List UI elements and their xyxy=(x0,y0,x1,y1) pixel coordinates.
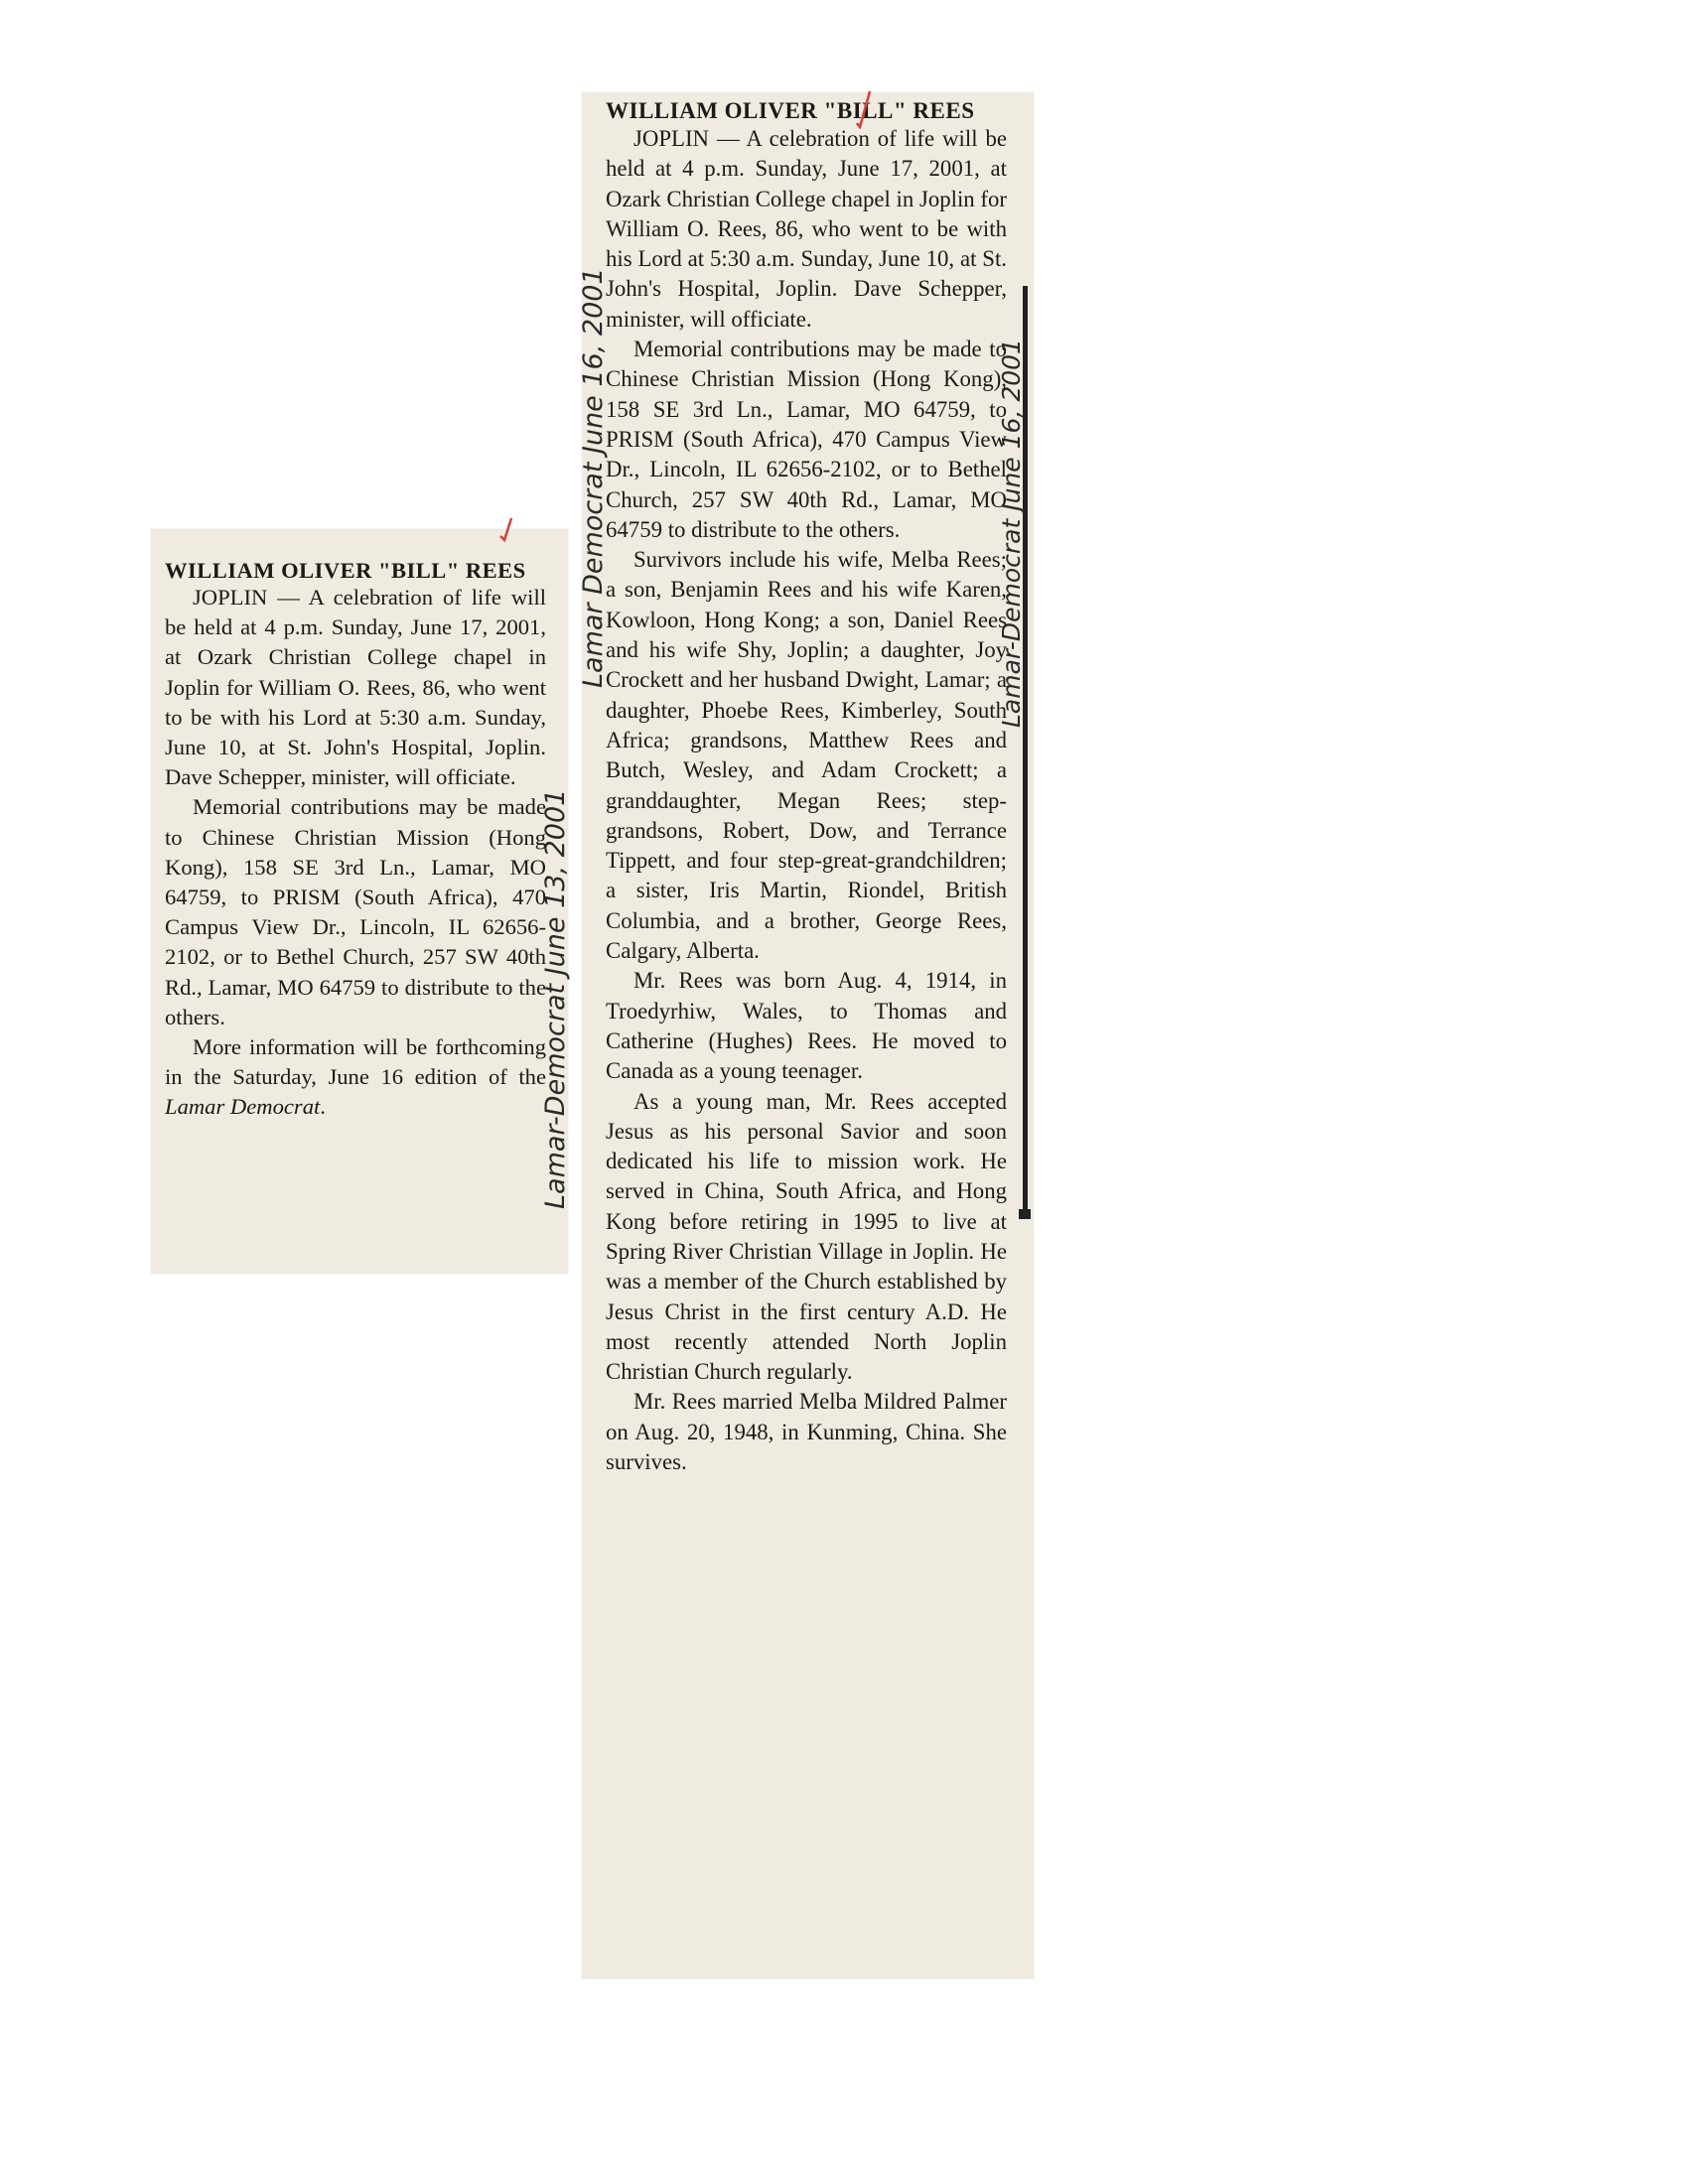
paragraph-service: JOPLIN — A celebration of life will be held at 4 p.m. Sunday, June 17, 2001, at Ozark Christian College chapel in Joplin for William O. Rees, 86, who went to be with his Lord at 5:30 a.m. Sunday, June 10, at St. John's Hospital, Joplin. Dave Schepper, minister, will officiate. xyxy=(165,585,546,790)
handwritten-note-right: Lamar-Democrat June 16, 2001 xyxy=(997,339,1026,728)
obituary-title: WILLIAM OLIVER "BILL" REES xyxy=(165,558,526,583)
paragraph-birth: Mr. Rees was born Aug. 4, 1914, in Troedyrhiw, Wales, to Thomas and Catherine (Hughes) Rees. He moved to Canada as a young teenager. xyxy=(606,968,1007,1084)
clipping-body xyxy=(165,559,546,1123)
more-info-end: . xyxy=(320,1094,326,1120)
paragraph-survivors: Survivors include his wife, Melba Rees; a son, Benjamin Rees and his wife Karen, Kowloon, Hong Kong; a son, Daniel Rees and his wife Shy, Joplin; a daughter, Joy Crockett and her husband Dwight, Lamar; a daughter, Phoebe Rees, Kimberley, South Africa; grandsons, Matthew Rees and Butch, Wesley, and Adam Crockett; a granddaughter, Megan Rees; step-grandsons, Robert, Dow, and Terrance Tippett, and four step-great-grandchildren; a sister, Iris Martin, Riondel, British Columbia, and a brother, George Rees, Calgary, Alberta. xyxy=(606,547,1007,964)
paragraph-marriage: Mr. Rees married Melba Mildred Palmer on Aug. 20, 1948, in Kunming, China. She survives. xyxy=(606,1389,1007,1475)
obituary-clipping-full xyxy=(578,92,1034,1979)
check-mark-icon xyxy=(854,89,874,129)
obituary-title: WILLIAM OLIVER "BILL" REES xyxy=(606,98,975,123)
newspaper-name: Lamar Democrat xyxy=(165,1094,321,1120)
clipping-body xyxy=(606,98,1007,1477)
handwritten-note-left: Lamar Democrat June 16, 2001 xyxy=(578,267,609,688)
paragraph-service: JOPLIN — A celebration of life will be held at 4 p.m. Sunday, June 17, 2001, at Ozark Christian College chapel in Joplin for William O. Rees, 86, who went to be with his Lord at 5:30 a.m. Sunday, June 10, at St. John's Hospital, Joplin. Dave Schepper, minister, will officiate. xyxy=(606,126,1007,332)
column-end-mark xyxy=(1019,1209,1031,1219)
handwritten-note: Lamar-Democrat June 13, 2001 xyxy=(540,788,571,1209)
paragraph-memorials: Memorial contributions may be made to Chinese Christian Mission (Hong Kong), 158 SE 3rd Ln., Lamar, MO 64759, to PRISM (South Africa), 470 Campus View Dr., Lincoln, IL 62656-2102, or to Bethel Church, 257 SW 40th Rd., Lamar, MO 64759 to distribute to the others. xyxy=(606,337,1007,542)
paragraph-more-info xyxy=(165,1032,546,1123)
paragraph-mission: As a young man, Mr. Rees accepted Jesus as his personal Savior and soon dedicated his life to mission work. He served in China, South Africa, and Hong Kong before retiring in 1995 to live at Spring River Christian Village in Joplin. He was a member of the Church established by Jesus Christ in the first century A.D. He most recently attended North Joplin Christian Church regularly. xyxy=(606,1088,1007,1385)
obituary-clipping-short xyxy=(151,529,571,1274)
check-mark-icon xyxy=(496,516,516,542)
more-info-text: More information will be forthcoming in the Saturday, June 16 edition of the xyxy=(165,1034,546,1090)
paragraph-memorials: Memorial contributions may be made to Chinese Christian Mission (Hong Kong), 158 SE 3rd Ln., Lamar, MO 64759, to PRISM (South Africa), 470 Campus View Dr., Lincoln, IL 62656-2102, or to Bethel Church, 257 SW 40th Rd., Lamar, MO 64759 to distribute to the others. xyxy=(165,794,546,1029)
